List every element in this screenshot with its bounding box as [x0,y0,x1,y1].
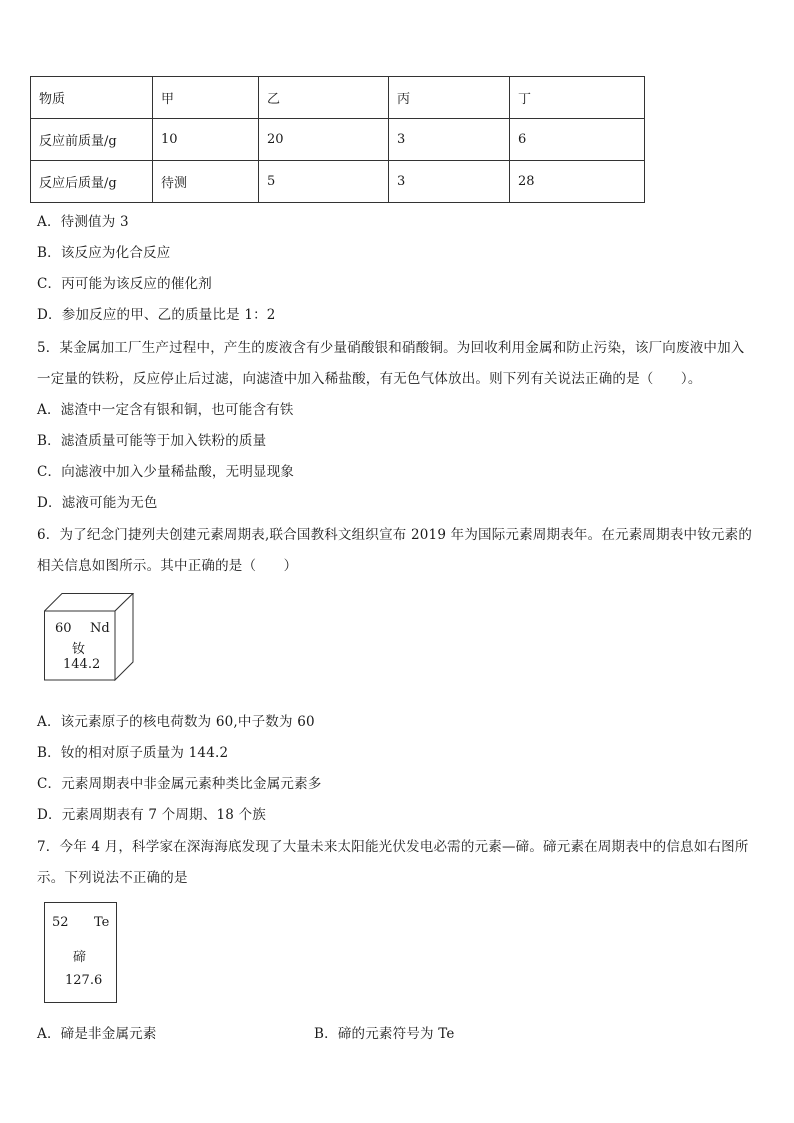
element-symbol: Nd [90,621,110,636]
table-cell: 28 [510,161,645,203]
q4-option-d: D．参加反应的甲、乙的质量比是 1：2 [37,307,276,323]
table-cell: 物质 [31,77,153,119]
q6-stem-line1: 6．为了纪念门捷列夫创建元素周期表,联合国教科文组织宣布 2019 年为国际元素周期表年。在元素周期表中钕元素的 [37,527,753,543]
q6-stem-line2: 相关信息如图所示。其中正确的是（ ） [37,558,298,574]
table-cell: 乙 [259,77,389,119]
atomic-mass: 144.2 [63,657,101,672]
table-cell: 待测 [153,161,259,203]
table-cell: 3 [389,119,510,161]
q5-option-c: C．向滤液中加入少量稀盐酸，无明显现象 [37,464,295,480]
atomic-mass: 127.6 [65,973,103,988]
q5-option-d: D．滤液可能为无色 [37,495,158,511]
table-cell: 丁 [510,77,645,119]
q7-stem-line2: 示。下列说法不正确的是 [37,870,188,886]
table-cell: 反应后质量/g [31,161,153,203]
q6-option-d: D．元素周期表有 7 个周期、18 个族 [37,807,266,823]
table-row [31,161,645,203]
atomic-number: 60 [55,621,72,636]
q4-option-c: C．丙可能为该反应的催化剂 [37,276,212,292]
q7-stem-line1: 7．今年 4 月，科学家在深海海底发现了大量未来太阳能光伏发电必需的元素—碲。碲元素在周期表中的信息如右图所 [37,839,749,855]
atomic-number: 52 [52,915,69,930]
table-cell: 反应前质量/g [31,119,153,161]
mass-table [30,76,645,203]
table-cell: 甲 [153,77,259,119]
table-cell: 20 [259,119,389,161]
table-row [31,119,645,161]
table-header-row [31,77,645,119]
q6-option-c: C．元素周期表中非金属元素种类比金属元素多 [37,776,322,792]
element-symbol: Te [94,915,110,930]
q5-stem-line2: 一定量的铁粉，反应停止后过滤，向滤渣中加入稀盐酸，有无色气体放出。则下列有关说法正确的是（ ）。 [37,371,702,387]
q7-option-a: A．碲是非金属元素 [37,1026,157,1042]
table-cell: 10 [153,119,259,161]
element-name: 钕 [72,642,86,657]
q5-option-a: A．滤渣中一定含有银和铜，也可能含有铁 [37,402,294,418]
q4-option-a: A．待测值为 3 [37,214,129,230]
q6-option-a: A．该元素原子的核电荷数为 60,中子数为 60 [37,714,315,730]
table-cell: 6 [510,119,645,161]
q5-option-b: B．滤渣质量可能等于加入铁粉的质量 [37,433,267,449]
q4-option-b: B．该反应为化合反应 [37,245,171,261]
table-cell: 丙 [389,77,510,119]
q7-option-b: B．碲的元素符号为 Te [314,1026,455,1042]
q6-option-b: B．钕的相对原子质量为 144.2 [37,745,229,761]
table-cell: 5 [259,161,389,203]
q5-stem-line1: 5．某金属加工厂生产过程中，产生的废液含有少量硝酸银和硝酸铜。为回收利用金属和防止污染，该厂向废液中加入 [37,340,745,356]
table-cell: 3 [389,161,510,203]
element-name: 碲 [73,950,87,965]
